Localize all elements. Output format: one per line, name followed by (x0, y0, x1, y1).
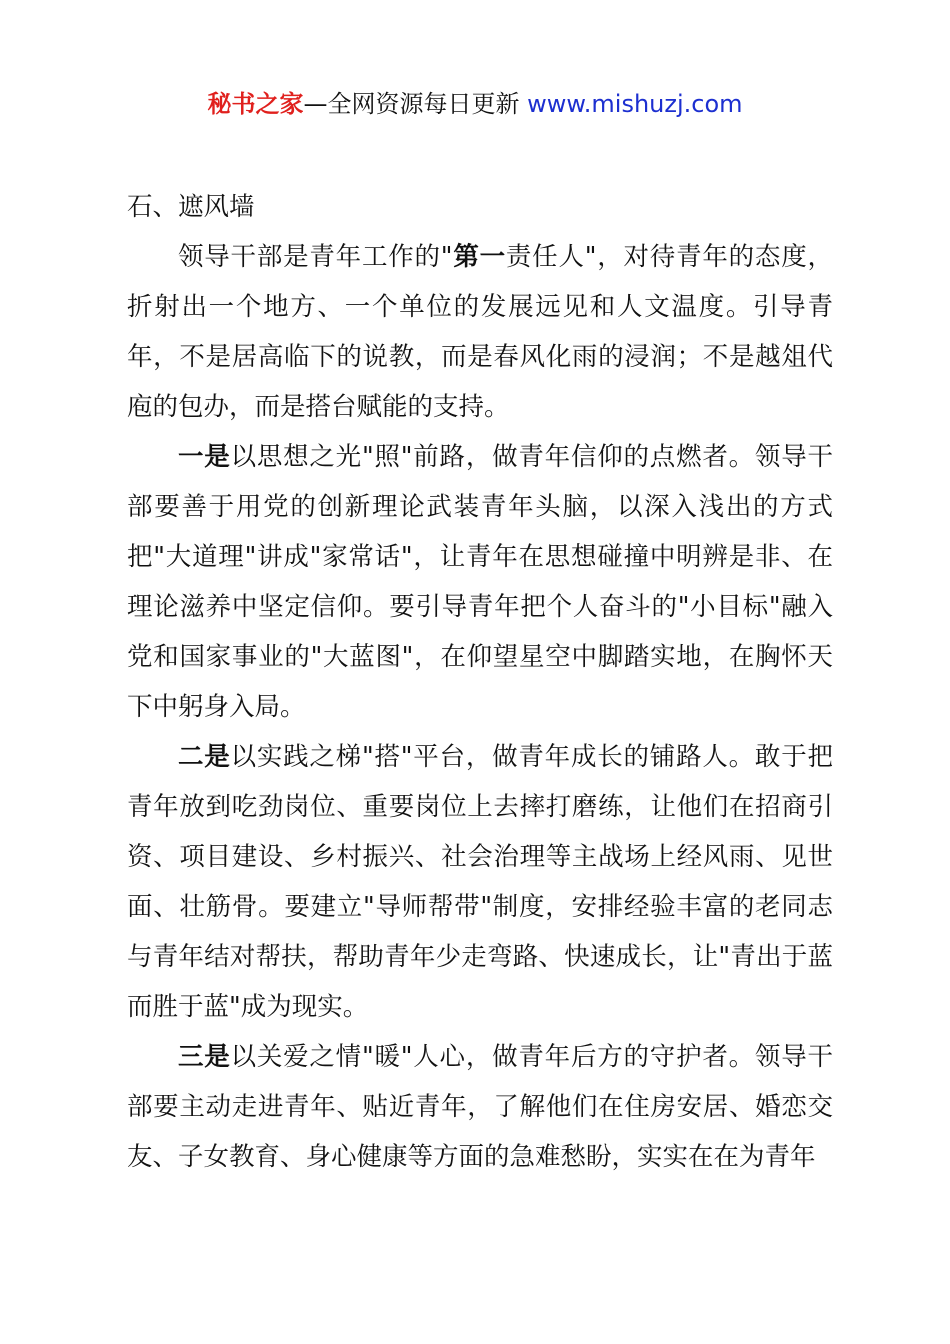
paragraph-point-one (127, 432, 833, 732)
document-body (127, 182, 833, 1182)
brand-name: 秘书之家 (207, 90, 304, 118)
paragraph-text-after: 责任人"，对待青年的态度，折射出一个地方、一个单位的发展远见和人文温度。引导青年，不是居高临下的说教，而是春风化雨的浸润；不是越俎代庖的包办，而是搭台赋能的支持。 (127, 242, 833, 422)
bold-emphasis: 第一 (452, 242, 506, 272)
point-lead: 二是 (178, 742, 231, 772)
paragraph-text: 以实践之梯"搭"平台，做青年成长的铺路人。敢于把青年放到吃劲岗位、重要岗位上去摔打磨练，让他们在招商引资、项目建设、乡村振兴、社会治理等主战场上经风雨、见世面、壮筋骨。要建立"导师帮带"制度，安排经验丰富的老同志与青年结对帮扶，帮助青年少走弯路、快速成长，让"青出于蓝而胜于蓝"成为现实。 (127, 742, 833, 1022)
watermark-header (0, 86, 950, 122)
point-lead: 三是 (178, 1042, 231, 1072)
point-lead: 一是 (178, 442, 231, 472)
header-tagline: —全网资源每日更新 (303, 90, 528, 118)
paragraph-text: 以思想之光"照"前路，做青年信仰的点燃者。领导干部要善于用党的创新理论武装青年头脑，以深入浅出的方式把"大道理"讲成"家常话"，让青年在思想碰撞中明辨是非、在理论滋养中坚定信仰。要引导青年把个人奋斗的"小目标"融入党和国家事业的"大蓝图"，在仰望星空中脚踏实地，在胸怀天下中躬身入局。 (127, 442, 833, 722)
website-link[interactable]: www.mishuzj.com (527, 90, 743, 118)
paragraph-intro (127, 232, 833, 432)
paragraph-text: 以关爱之情"暖"人心，做青年后方的守护者。领导干部要主动走进青年、贴近青年，了解他们在住房安居、婚恋交友、子女教育、身心健康等方面的急难愁盼，实实在在为青年 (127, 1042, 833, 1172)
paragraph-point-three (127, 1032, 833, 1182)
paragraph-text-before: 领导干部是青年工作的" (178, 242, 453, 272)
paragraph-heading-fragment (127, 182, 833, 232)
paragraph-text: 石、遮风墙 (127, 192, 255, 222)
paragraph-point-two (127, 732, 833, 1032)
